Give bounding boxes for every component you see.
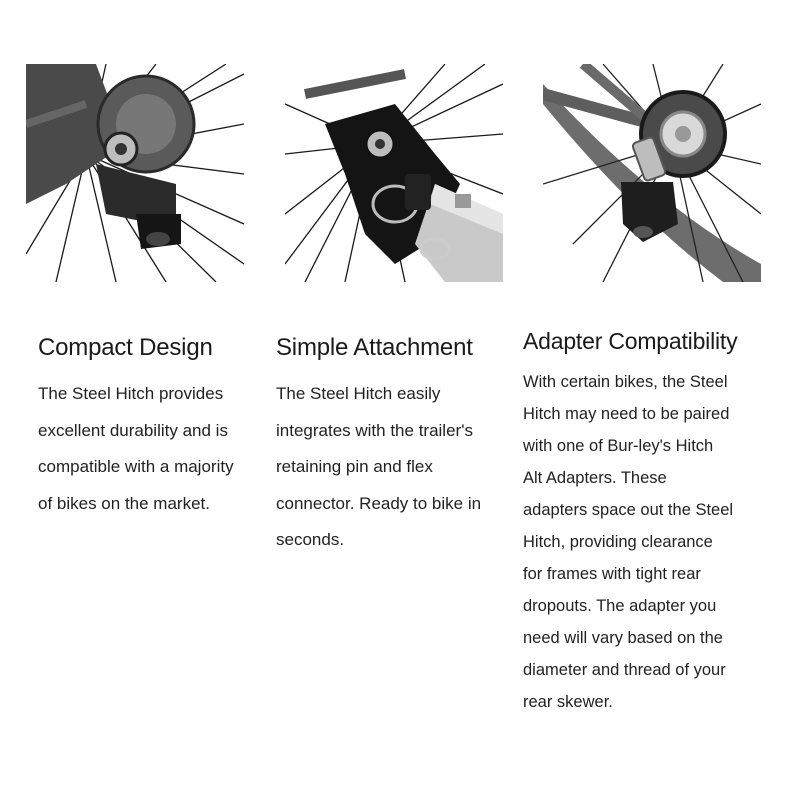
hitch-photo-adapter <box>543 64 761 282</box>
bike-wheel-hitch-illustration <box>26 64 244 282</box>
bike-wheel-strap-illustration <box>285 64 503 282</box>
description-line: compatible with a majority <box>38 457 234 476</box>
feature-description-adapter-compatibility <box>523 366 733 718</box>
description-line: seconds. <box>276 530 345 549</box>
description-line: With certain bikes, the Steel <box>523 373 728 391</box>
feature-title-compact-design: Compact Design <box>38 334 213 361</box>
description-line: The Steel Hitch easily <box>276 384 441 403</box>
description-line: retaining pin and flex <box>276 457 433 476</box>
feature-title-simple-attachment: Simple Attachment <box>276 334 473 361</box>
description-line: with one of Bur-ley's Hitch <box>523 437 714 455</box>
description-line: Hitch, providing clearance <box>523 533 713 551</box>
description-line: Alt Adapters. These <box>523 469 667 487</box>
feature-description-simple-attachment <box>276 376 481 559</box>
description-line: dropouts. The adapter you <box>523 597 717 615</box>
description-line: diameter and thread of your <box>523 661 726 679</box>
description-line: excellent durability and is <box>38 420 228 440</box>
hitch-photo-attachment <box>285 64 503 282</box>
feature-description-compact-design <box>38 376 234 522</box>
feature-title-adapter-compatibility: Adapter Compatibility <box>523 328 738 354</box>
description-line: for frames with tight rear <box>523 565 701 583</box>
description-line: connector. Ready to bike in <box>276 493 482 513</box>
hitch-photo-compact <box>26 64 244 282</box>
description-line: Hitch may need to be paired <box>523 405 730 423</box>
description-line: integrates with the trailer's <box>276 420 473 440</box>
description-line: The Steel Hitch provides <box>38 384 224 403</box>
description-line: rear skewer. <box>523 693 613 711</box>
description-line: adapters space out the Steel <box>523 501 734 519</box>
description-line: of bikes on the market. <box>38 493 210 513</box>
bike-wheel-adapter-illustration <box>543 64 761 282</box>
description-line: need will vary based on the <box>523 629 723 647</box>
